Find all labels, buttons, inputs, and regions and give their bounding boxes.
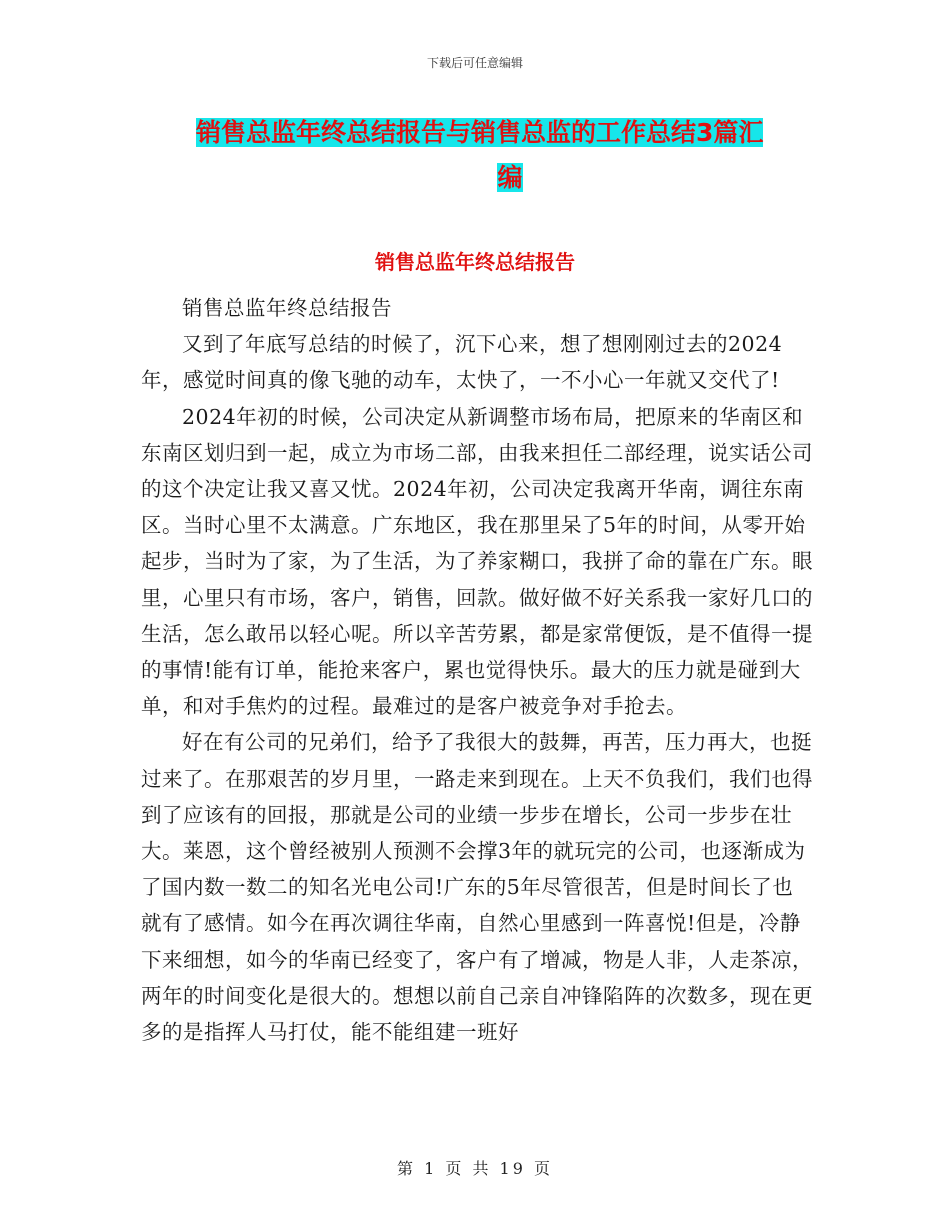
document-body: [141, 290, 813, 1050]
paragraph: 2024年初的时候，公司决定从新调整市场布局，把原来的华南区和东南区划归到一起，成立为市场二部，由我来担任二部经理，说实话公司的这个决定让我又喜又忧。2024年初，公司决定我离开华南，调往东南区。当时心里不太满意。广东地区，我在那里呆了5年的时间，从零开始起步，当时为了家，为了生活，为了养家糊口，我拼了命的靠在广东。眼里，心里只有市场，客户，销售，回款。做好做不好关系我一家好几口的生活，怎么敢吊以轻心呢。所以辛苦劳累，都是家常便饭，是不值得一提的事情!能有订单，能抢来客户，累也觉得快乐。最大的压力就是碰到大单，和对手焦灼的过程。最难过的是客户被竞争对手抢去。: [141, 404, 813, 719]
page-footer: 第 1 页 共 19 页: [397, 1159, 553, 1178]
section-title: 销售总监年终总结报告: [375, 250, 575, 274]
title-line-2: 编: [497, 163, 523, 192]
paragraph: 销售总监年终总结报告: [182, 296, 392, 320]
header-note: 下载后可任意编辑: [426, 56, 523, 70]
paragraph: 又到了年底写总结的时候了，沉下心来，想了想刚刚过去的2024年，感觉时间真的像飞驰的动车，太快了，一不小心一年就又交代了!: [141, 332, 783, 393]
paragraph: 好在有公司的兄弟们，给予了我很大的鼓舞，再苦，压力再大，也挺过来了。在那艰苦的岁月里，一路走来到现在。上天不负我们，我们也得到了应该有的回报，那就是公司的业绩一步步在增长，公司一步步在壮大。莱恩，这个曾经被别人预测不会撑3年的就玩完的公司，也逐渐成为了国内数一数二的知名光电公司!广东的5年尽管很苦，但是时间长了也就有了感情。如今在再次调往华南，自然心里感到一阵喜悦!但是，冷静下来细想，如今的华南已经变了，客户有了增减，物是人非，人走茶凉，两年的时间变化是很大的。想想以前自己亲自冲锋陷阵的次数多，现在更多的是指挥人马打仗，能不能组建一班好: [141, 730, 813, 1045]
title-line-1: 销售总监年终总结报告与销售总监的工作总结3篇汇: [196, 118, 764, 147]
document-title: [196, 110, 802, 200]
